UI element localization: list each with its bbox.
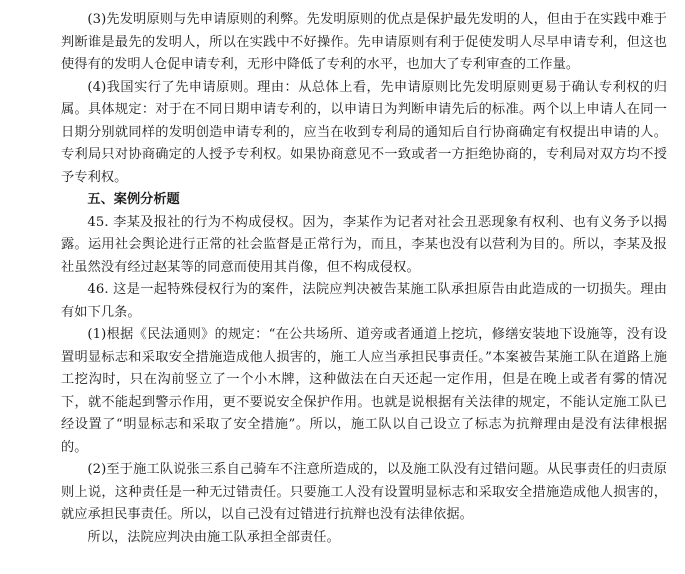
section-heading-case-analysis: 五、案例分析题 xyxy=(87,192,180,207)
paragraph-china-first-to-file: (4)我国实行了先申请原则。理由：从总体上看，先申请原则比先发明原则更易于确认专利权的归属。具体规定：对于在不同日期申请专利的，以申请日为判断申请先后的标准。两个以上申请人在同一日期分别就同样的发明创造申请专利的，应当在收到专利局的通知后自行协商确定有权提出申请的人。专利局只对协商确定的人授予专利权。如果协商意见不一致或者一方拒绝协商的，专利局对双方均不授予专利权。 xyxy=(61,79,667,185)
paragraph-reason-2: (2)至于施工队说张三系自己骑车不注意所造成的，以及施工队没有过错问题。从民事责任的归责原则上说，这种责任是一种无过错责任。只要施工人没有设置明显标志和采取安全措施造成他人损害的，就应承担民事责任。所以，以自己没有过错进行抗辩也没有法律依据。 xyxy=(61,462,667,522)
paragraph-first-to-invent-vs-first-to-file: (3)先发明原则与先申请原则的利弊。先发明原则的优点是保护最先发明的人，但由于在实践中难于判断谁是最先的发明人，所以在实践中不好操作。先申请原则有利于促使发明人尽早申请专利，但这也使得有的发明人仓促申请专利，无形中降低了专利的水平，也加大了专利审查的工作量。 xyxy=(61,12,667,72)
paragraph-conclusion: 所以，法院应判决由施工队承担全部责任。 xyxy=(87,529,340,545)
paragraph-question-46: 46. 这是一起特殊侵权行为的案件，法院应判决被告某施工队承担原告由此造成的一切损失。理由有如下几条。 xyxy=(61,282,667,320)
paragraph-question-45: 45. 李某及报社的行为不构成侵权。因为，李某作为记者对社会丑恶现象有权利、也有义务予以揭露。运用社会舆论进行正常的社会监督是正常行为，而且，李某也没有以营利为目的。所以，李某及报社虽然没有经过赵某等的同意而使用其肖像，但不构成侵权。 xyxy=(61,214,667,275)
paragraph-reason-1: (1)根据《民法通则》的规定：“在公共场所、道旁或者通道上挖坑，修缮安装地下设施等，没有设置明显标志和采取安全措施造成他人损害的，施工人应当承担民事责任。”本案被告某施工队在道路上施工挖沟时，只在沟前竖立了一个小木牌，这种做法在白天还起一定作用，但是在晚上或者有雾的情况下，就不能起到警示作用，更不要说安全保护作用。也就是说根据有关法律的规定，不能认定施工队已经设置了“明显标志和采取了安全措施”。所以，施工队以自己设立了标志为抗辩理由是没有法律根据的。 xyxy=(61,327,667,455)
